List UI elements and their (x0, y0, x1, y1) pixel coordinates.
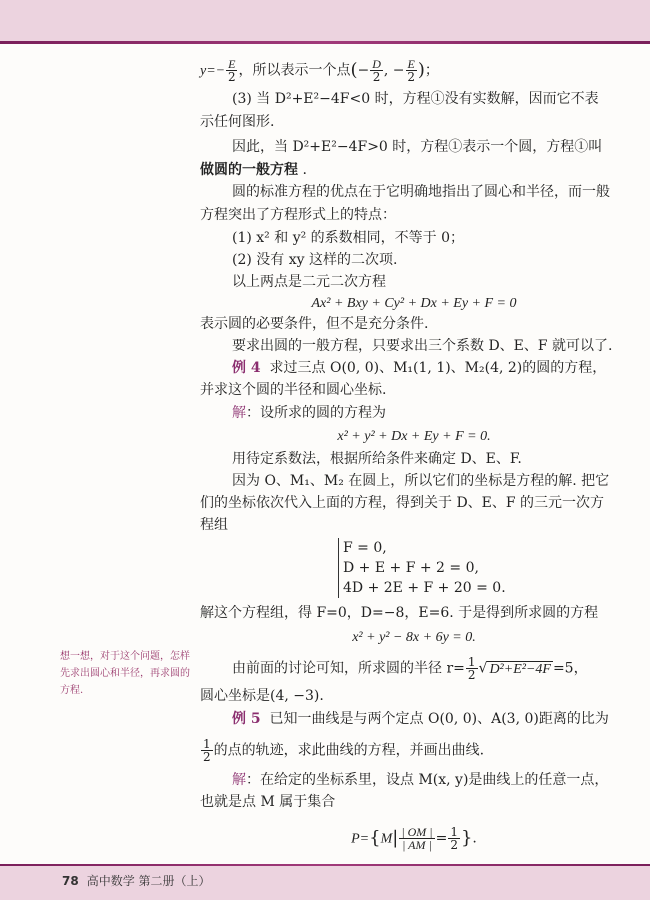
example-label: 例 5 (232, 711, 261, 727)
system-row: 4D + 2E + F + 20 = 0. (343, 580, 506, 596)
solution-label: 解 (232, 772, 246, 788)
text-line: 程组 (200, 517, 228, 533)
example-5: 例 5 已知一曲线是与两个定点 O(0, 0)、A(3, 0)距离的比为 (232, 711, 609, 727)
text-line: 解：设所求的圆的方程为 (232, 405, 386, 421)
text-line: 以上两点是二元二次方程 (232, 274, 386, 290)
margin-note: 想一想，对于这个问题，怎样先求出圆心和半径，再求圆的方程. (60, 651, 190, 696)
text-line: 示任何图形. (200, 114, 275, 130)
text-line: (1) x² 和 y² 的系数相同，不等于 0； (232, 230, 465, 246)
text-line: 并求这个圆的半径和圆心坐标. (200, 382, 387, 398)
equation: x² + y² + Dx + Ey + F = 0. (337, 429, 491, 444)
text-line: (3) 当 D²+E²−4F<0 时，方程①没有实数解，因而它不表 (232, 91, 599, 107)
text-line: 方程突出了方程形式上的特点： (200, 207, 396, 223)
set-definition: P={M| $\frac{| OM |}{| AM |}$ = $\frac{1}{2}$ }. (351, 825, 477, 852)
header-rule (0, 41, 650, 44)
text-line: (2) 没有 xy 这样的二次项. (232, 252, 398, 268)
text-line: 圆心坐标是(4, −3). (200, 688, 324, 704)
solution-label: 解 (232, 405, 246, 421)
book-title: 高中数学 第二册（上） (86, 874, 211, 888)
system-row: D + E + F + 2 = 0, (343, 560, 479, 576)
equation-system (338, 538, 506, 598)
example-4: 例 4 求过三点 O(0, 0)、M₁(1, 1)、M₂(4, 2)的圆的方程， (232, 360, 607, 376)
text-line: 也就是点 M 属于集合 (200, 794, 336, 810)
text-line: 由前面的讨论可知，所求圆的半径 r= $\frac{1}{2}$ √ D²+E²−4F =5， (232, 655, 588, 682)
text-line: 因为 O、M₁、M₂ 在圆上，所以它们的坐标是方程的解. 把它 (232, 473, 610, 489)
text-line: 解这个方程组，得 F=0，D=−8，E=6. 于是得到所求圆的方程 (200, 605, 599, 621)
text-line: 因此，当 D²+E²−4F>0 时，方程①表示一个圆，方程①叫 (232, 139, 603, 155)
term-general-equation: 做圆的一般方程 (200, 162, 298, 178)
page-number: 78 (62, 874, 79, 888)
text-line: 解：在给定的坐标系里，设点 M(x, y)是曲线上的任意一点， (232, 772, 609, 788)
equation: x² + y² − 8x + 6y = 0. (352, 630, 476, 645)
system-row: F = 0, (343, 540, 387, 556)
text-line: 们的坐标依次代入上面的方程，得到关于 D、E、F 的三元一次方 (200, 495, 605, 511)
text-line: 用待定系数法，根据所给条件来确定 D、E、F. (232, 451, 522, 467)
text-line: 要求出圆的一般方程，只要求出三个系数 D、E、F 就可以了. (232, 338, 613, 354)
text-line: 表示圆的必要条件，但不是充分条件. (200, 316, 429, 332)
page-footer (62, 872, 211, 889)
text-line: $\frac{1}{2}$ 的点的轨迹，求此曲线的方程，并画出曲线. (203, 737, 485, 764)
text-line: y=− $\frac{E}{2}$ ，所以表示一个点(− $\frac{D}{2}$ , − $\frac{E}{2}$ )； (200, 57, 439, 84)
equation: Ax² + Bxy + Cy² + Dx + Ey + F = 0 (311, 296, 517, 311)
text-line: 圆的标准方程的优点在于它明确地指出了圆心和半径，而一般 (232, 184, 610, 200)
header-band (0, 0, 650, 41)
text-line: 做圆的一般方程 . (200, 162, 307, 178)
example-label: 例 4 (232, 360, 261, 376)
